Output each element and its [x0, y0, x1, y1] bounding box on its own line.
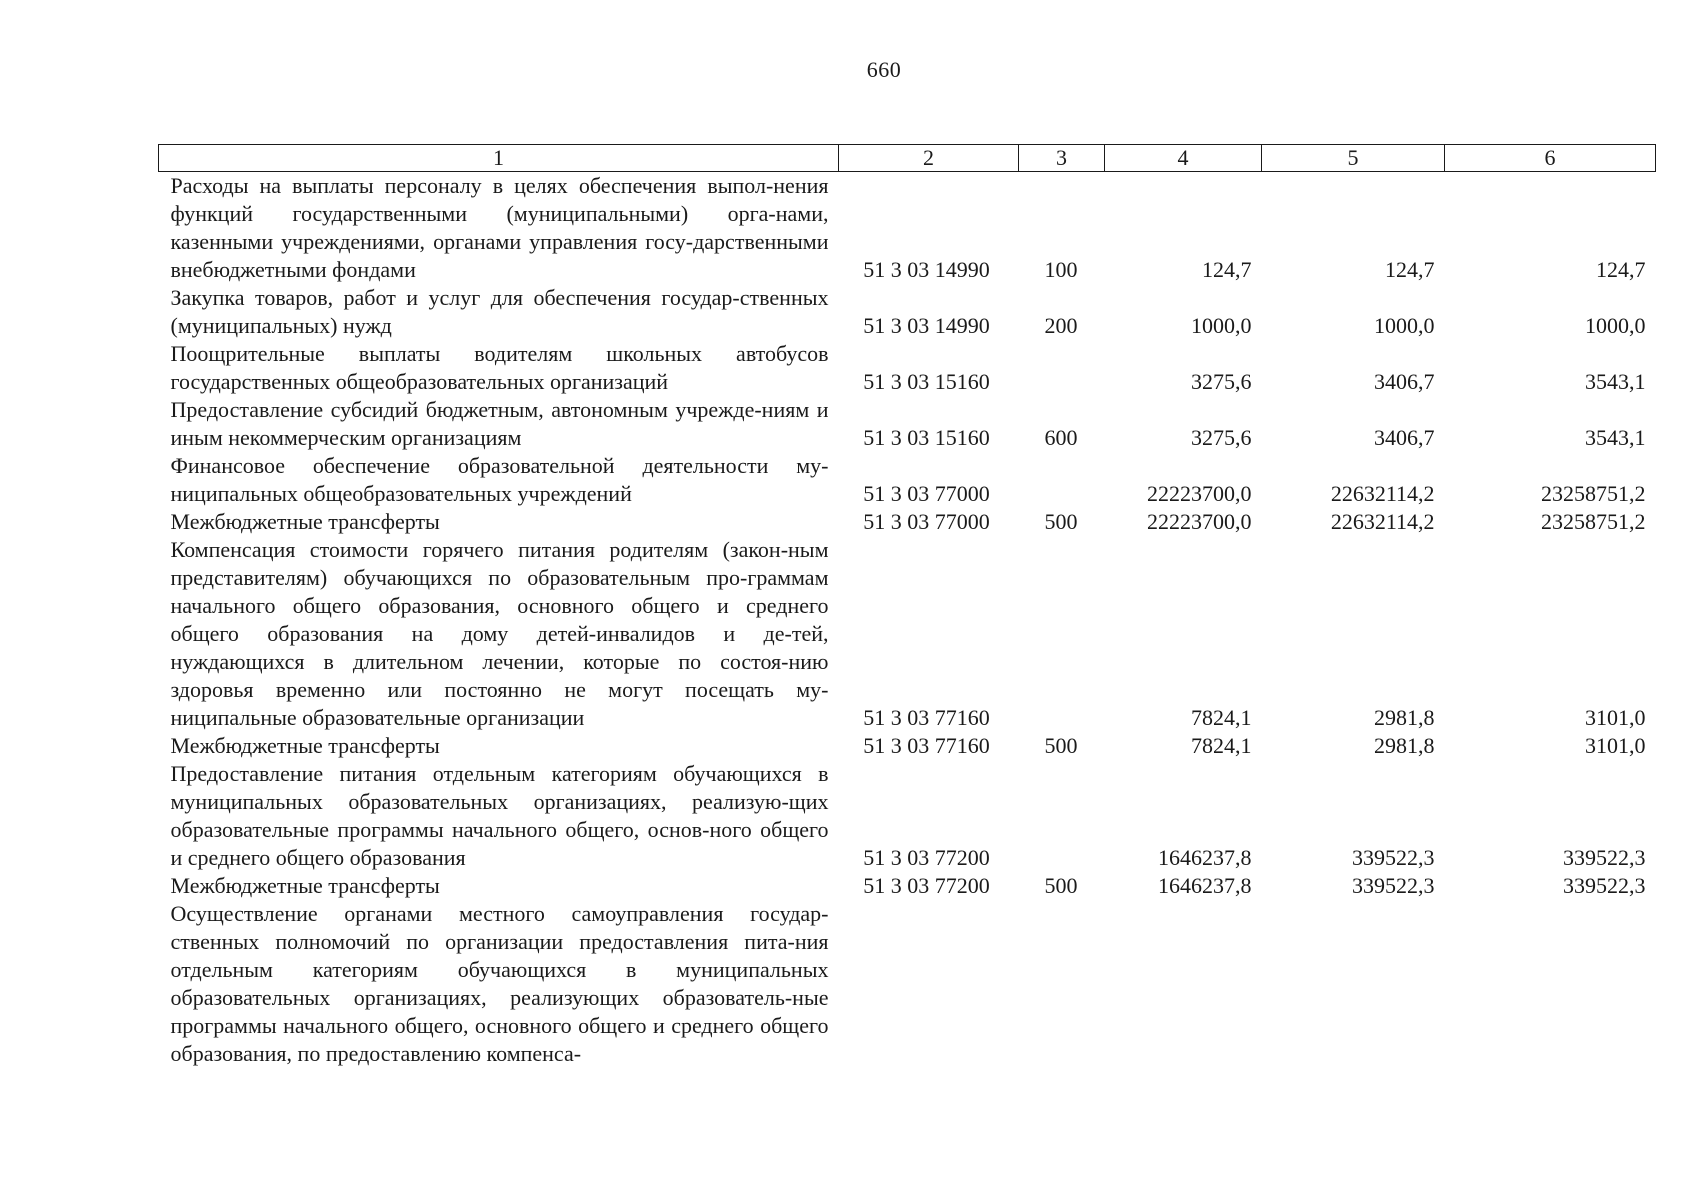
- row-value-4: 1646237,8: [1158, 845, 1252, 870]
- row-value-4: 7824,1: [1191, 705, 1252, 730]
- table-body: [159, 172, 1656, 1069]
- row-code: 51 3 03 14990: [863, 313, 990, 338]
- row-code: 51 3 03 14990: [863, 257, 990, 282]
- row-value-4: 22223700,0: [1147, 509, 1252, 534]
- row-code: 51 3 03 77160: [863, 705, 990, 730]
- table-row: [159, 536, 1656, 732]
- row-value-5: 2981,8: [1374, 705, 1435, 730]
- table-row: [159, 396, 1656, 452]
- row-expense-type: 200: [1044, 313, 1078, 338]
- column-header-4: 4: [1105, 145, 1262, 172]
- row-code: 51 3 03 77000: [863, 509, 990, 534]
- row-value-5: 3406,7: [1374, 425, 1435, 450]
- row-value-5: 124,7: [1385, 257, 1435, 282]
- column-header-2: 2: [839, 145, 1019, 172]
- row-description: Закупка товаров, работ и услуг для обеспечения государ-ственных (муниципальных) нужд: [170, 285, 829, 338]
- row-value-5: 22632114,2: [1330, 481, 1435, 506]
- row-description: Предоставление субсидий бюджетным, автономным учрежде-ниям и иным некоммерческим организациям: [170, 397, 829, 450]
- row-expense-type: [1019, 340, 1105, 396]
- row-expense-type: [1019, 760, 1105, 872]
- row-value-6: [1445, 900, 1656, 1068]
- row-value-6: 3543,1: [1585, 425, 1646, 450]
- row-expense-type: 600: [1044, 425, 1078, 450]
- table-header: [159, 145, 1656, 172]
- row-code: 51 3 03 77200: [863, 873, 990, 898]
- row-code: 51 3 03 77200: [863, 845, 990, 870]
- row-value-4: 22223700,0: [1147, 481, 1252, 506]
- row-code: 51 3 03 77160: [863, 733, 990, 758]
- row-description: Межбюджетные трансферты: [170, 509, 440, 534]
- row-value-6: 1000,0: [1585, 313, 1646, 338]
- row-description: Межбюджетные трансферты: [170, 733, 440, 758]
- row-value-4: 7824,1: [1191, 733, 1252, 758]
- row-value-5: [1262, 900, 1445, 1068]
- row-value-6: 339522,3: [1563, 873, 1646, 898]
- table-row: [159, 732, 1656, 760]
- table-row: [159, 172, 1656, 285]
- row-value-6: 23258751,2: [1541, 509, 1646, 534]
- row-expense-type: [1019, 900, 1105, 1068]
- page-number: 660: [866, 57, 902, 82]
- row-description: Предоставление питания отдельным категориям обучающихся в муниципальных образовательных организациях, реализую-щих образовательные программы начального общего, основ-ного общего и среднего общего образования: [170, 761, 829, 870]
- table-row: [159, 872, 1656, 900]
- row-value-6: 23258751,2: [1541, 481, 1646, 506]
- row-value-4: 1000,0: [1191, 313, 1252, 338]
- column-header-1: 1: [159, 145, 839, 172]
- row-expense-type: [1019, 536, 1105, 732]
- row-value-4: [1105, 900, 1262, 1068]
- row-description: Компенсация стоимости горячего питания родителям (закон-ным представителям) обучающихся по образовательным про-граммам начального общего образования, основного общего и среднего общего образования на дому детей-инвалидов и де-тей, нуждающихся в длительном лечении, которые по состоя-нию здоровья временно или постоянно не могут посещать му-ниципальные образовательные организации: [170, 537, 829, 730]
- row-expense-type: 500: [1044, 873, 1078, 898]
- row-value-4: 3275,6: [1191, 369, 1252, 394]
- table-row: [159, 760, 1656, 872]
- row-value-5: 22632114,2: [1330, 509, 1435, 534]
- row-value-6: 124,7: [1596, 257, 1646, 282]
- row-code: 51 3 03 15160: [863, 425, 990, 450]
- row-value-5: 1000,0: [1374, 313, 1435, 338]
- row-description: Осуществление органами местного самоуправления государ-ственных полномочий по организации предоставления пита-ния отдельным категориям обучающихся в муниципальных образовательных организациях, реализующих образователь-ные программы начального общего, основного общего и среднего общего образования, по предоставлению компенса-: [170, 901, 829, 1066]
- column-header-6: 6: [1445, 145, 1656, 172]
- row-description: Поощрительные выплаты водителям школьных автобусов государственных общеобразовательных организаций: [170, 341, 829, 394]
- column-header-3: 3: [1019, 145, 1105, 172]
- row-value-5: 339522,3: [1352, 845, 1435, 870]
- row-expense-type: [1019, 452, 1105, 508]
- row-value-6: 339522,3: [1563, 845, 1646, 870]
- row-value-6: 3101,0: [1585, 733, 1646, 758]
- row-code: 51 3 03 77000: [863, 481, 990, 506]
- table-row: [159, 508, 1656, 536]
- row-value-5: 2981,8: [1374, 733, 1435, 758]
- row-expense-type: 500: [1044, 509, 1078, 534]
- row-value-4: 3275,6: [1191, 425, 1252, 450]
- header-row: [159, 145, 1656, 172]
- row-value-6: 3101,0: [1585, 705, 1646, 730]
- row-code: [839, 900, 1019, 1068]
- table-row: [159, 340, 1656, 396]
- row-description: Финансовое обеспечение образовательной деятельности му-ниципальных общеобразовательных учреждений: [170, 453, 829, 506]
- table-row: [159, 452, 1656, 508]
- budget-table: [158, 144, 1656, 1068]
- row-value-5: 3406,7: [1374, 369, 1435, 394]
- row-value-4: 1646237,8: [1158, 873, 1252, 898]
- row-code: 51 3 03 15160: [863, 369, 990, 394]
- row-value-4: 124,7: [1202, 257, 1252, 282]
- row-value-6: 3543,1: [1585, 369, 1646, 394]
- row-value-5: 339522,3: [1352, 873, 1435, 898]
- table-row: [159, 284, 1656, 340]
- row-expense-type: 100: [1044, 257, 1078, 282]
- row-expense-type: 500: [1044, 733, 1078, 758]
- row-description: Межбюджетные трансферты: [170, 873, 440, 898]
- column-header-5: 5: [1262, 145, 1445, 172]
- row-description: Расходы на выплаты персоналу в целях обеспечения выпол-нения функций государственными (муниципальными) орга-нами, казенными учреждениями, органами управления госу-дарственными внебюджетными фондами: [170, 173, 829, 282]
- table-row: [159, 900, 1656, 1068]
